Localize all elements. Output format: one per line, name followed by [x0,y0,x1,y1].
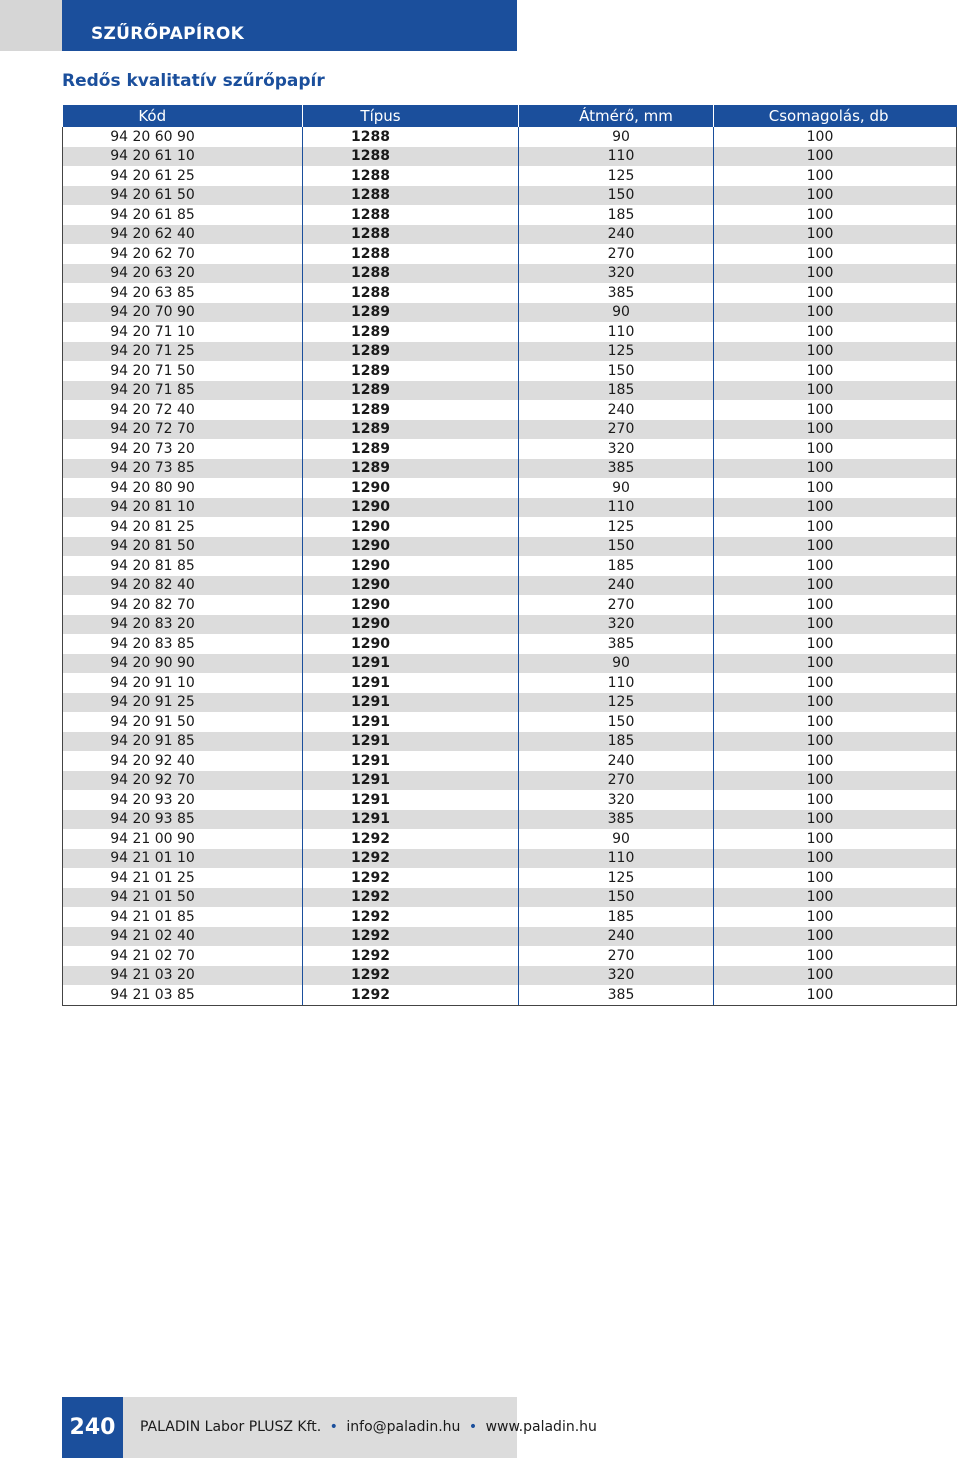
table-row [63,654,957,674]
cell-tipus: 1289 [303,420,519,440]
cell-kod: 94 20 71 10 [63,322,303,342]
cell-csomagolas: 100 [714,732,957,752]
cell-tipus: 1292 [303,849,519,869]
cell-kod: 94 20 81 85 [63,556,303,576]
cell-atmero: 270 [519,244,714,264]
cell-csomagolas: 100 [714,361,957,381]
column-header-kod: Kód [63,105,303,127]
cell-tipus: 1289 [303,342,519,362]
cell-kod: 94 20 61 25 [63,166,303,186]
cell-csomagolas: 100 [714,907,957,927]
cell-tipus: 1291 [303,790,519,810]
footer-separator: • [329,1419,338,1435]
product-table [62,105,957,1006]
cell-kod: 94 20 73 85 [63,459,303,479]
table-row [63,478,957,498]
cell-csomagolas: 100 [714,556,957,576]
table-row [63,244,957,264]
cell-tipus: 1292 [303,946,519,966]
cell-csomagolas: 100 [714,615,957,635]
cell-csomagolas: 100 [714,810,957,830]
cell-tipus: 1289 [303,361,519,381]
cell-csomagolas: 100 [714,225,957,245]
table-row [63,985,957,1005]
cell-atmero: 110 [519,147,714,167]
cell-atmero: 185 [519,907,714,927]
cell-atmero: 125 [519,693,714,713]
cell-tipus: 1290 [303,634,519,654]
cell-kod: 94 20 91 25 [63,693,303,713]
cell-tipus: 1291 [303,673,519,693]
cell-kod: 94 21 01 50 [63,888,303,908]
cell-atmero: 385 [519,985,714,1005]
table-row [63,712,957,732]
cell-tipus: 1291 [303,732,519,752]
cell-csomagolas: 100 [714,634,957,654]
cell-csomagolas: 100 [714,790,957,810]
cell-atmero: 110 [519,849,714,869]
cell-csomagolas: 100 [714,459,957,479]
table-row [63,186,957,206]
cell-atmero: 240 [519,927,714,947]
cell-csomagolas: 100 [714,478,957,498]
cell-atmero: 185 [519,732,714,752]
cell-kod: 94 20 93 20 [63,790,303,810]
cell-csomagolas: 100 [714,381,957,401]
cell-atmero: 270 [519,420,714,440]
cell-atmero: 125 [519,517,714,537]
cell-tipus: 1288 [303,127,519,147]
cell-kod: 94 20 81 10 [63,498,303,518]
cell-atmero: 385 [519,283,714,303]
cell-atmero: 270 [519,946,714,966]
table-row [63,303,957,323]
cell-atmero: 185 [519,205,714,225]
cell-kod: 94 20 71 50 [63,361,303,381]
table-header-row [63,105,957,127]
cell-atmero: 185 [519,556,714,576]
cell-tipus: 1291 [303,810,519,830]
cell-tipus: 1288 [303,205,519,225]
table-row [63,147,957,167]
page-category-title: SZŰRŐPAPÍROK [91,24,245,44]
column-header-csomagolas: Csomagolás, db [714,105,957,127]
table-body [63,127,957,1005]
cell-csomagolas: 100 [714,849,957,869]
cell-kod: 94 20 80 90 [63,478,303,498]
table-row [63,517,957,537]
cell-atmero: 90 [519,127,714,147]
cell-atmero: 185 [519,381,714,401]
header-gray-block [0,0,62,51]
cell-tipus: 1289 [303,303,519,323]
column-header-atmero: Átmérő, mm [519,105,714,127]
footer-company: PALADIN Labor PLUSZ Kft. [140,1419,322,1435]
cell-csomagolas: 100 [714,205,957,225]
table-row [63,439,957,459]
cell-atmero: 320 [519,615,714,635]
cell-tipus: 1288 [303,166,519,186]
cell-kod: 94 21 01 10 [63,849,303,869]
footer-email: info@paladin.hu [346,1419,461,1435]
table-row [63,576,957,596]
cell-csomagolas: 100 [714,985,957,1005]
cell-csomagolas: 100 [714,322,957,342]
cell-csomagolas: 100 [714,712,957,732]
cell-tipus: 1291 [303,654,519,674]
table-row [63,322,957,342]
cell-csomagolas: 100 [714,420,957,440]
cell-csomagolas: 100 [714,829,957,849]
table-row [63,751,957,771]
table-row [63,381,957,401]
table-row [63,966,957,986]
table-row [63,556,957,576]
cell-atmero: 110 [519,673,714,693]
cell-kod: 94 20 81 25 [63,517,303,537]
cell-csomagolas: 100 [714,693,957,713]
cell-kod: 94 20 92 40 [63,751,303,771]
table-row [63,459,957,479]
cell-tipus: 1289 [303,322,519,342]
cell-tipus: 1291 [303,693,519,713]
table-row [63,283,957,303]
table-row [63,927,957,947]
cell-atmero: 240 [519,576,714,596]
cell-atmero: 125 [519,868,714,888]
cell-atmero: 150 [519,537,714,557]
cell-kod: 94 21 02 40 [63,927,303,947]
cell-csomagolas: 100 [714,147,957,167]
cell-csomagolas: 100 [714,771,957,791]
cell-kod: 94 20 61 85 [63,205,303,225]
cell-atmero: 90 [519,654,714,674]
cell-kod: 94 20 62 70 [63,244,303,264]
cell-kod: 94 21 00 90 [63,829,303,849]
cell-kod: 94 20 72 40 [63,400,303,420]
cell-atmero: 240 [519,751,714,771]
cell-csomagolas: 100 [714,303,957,323]
cell-tipus: 1290 [303,537,519,557]
cell-csomagolas: 100 [714,342,957,362]
cell-kod: 94 20 91 85 [63,732,303,752]
cell-kod: 94 21 03 85 [63,985,303,1005]
cell-csomagolas: 100 [714,868,957,888]
cell-csomagolas: 100 [714,751,957,771]
cell-atmero: 150 [519,712,714,732]
cell-atmero: 90 [519,303,714,323]
cell-atmero: 320 [519,439,714,459]
cell-atmero: 320 [519,264,714,284]
cell-tipus: 1288 [303,244,519,264]
footer-separator: • [468,1419,478,1435]
table-row [63,634,957,654]
table-row [63,264,957,284]
cell-kod: 94 20 63 85 [63,283,303,303]
cell-csomagolas: 100 [714,127,957,147]
table-row [63,946,957,966]
cell-tipus: 1292 [303,966,519,986]
cell-tipus: 1292 [303,829,519,849]
table-row [63,693,957,713]
cell-tipus: 1290 [303,556,519,576]
cell-atmero: 110 [519,322,714,342]
table-row [63,127,957,147]
cell-atmero: 270 [519,771,714,791]
footer-contact [140,1419,597,1435]
cell-tipus: 1291 [303,751,519,771]
table-row [63,615,957,635]
section-title: Redős kvalitatív szűrőpapír [62,71,325,91]
cell-csomagolas: 100 [714,166,957,186]
cell-kod: 94 20 93 85 [63,810,303,830]
cell-tipus: 1290 [303,595,519,615]
cell-atmero: 90 [519,478,714,498]
cell-csomagolas: 100 [714,186,957,206]
cell-kod: 94 20 92 70 [63,771,303,791]
cell-kod: 94 20 83 20 [63,615,303,635]
cell-kod: 94 20 63 20 [63,264,303,284]
table-row [63,810,957,830]
cell-kod: 94 20 82 40 [63,576,303,596]
cell-tipus: 1290 [303,615,519,635]
cell-kod: 94 20 70 90 [63,303,303,323]
cell-tipus: 1292 [303,927,519,947]
cell-tipus: 1292 [303,985,519,1005]
cell-csomagolas: 100 [714,888,957,908]
table-row [63,205,957,225]
table-row [63,595,957,615]
cell-atmero: 125 [519,342,714,362]
cell-atmero: 125 [519,166,714,186]
cell-tipus: 1292 [303,907,519,927]
cell-csomagolas: 100 [714,244,957,264]
table-row [63,225,957,245]
cell-kod: 94 21 03 20 [63,966,303,986]
cell-tipus: 1288 [303,186,519,206]
cell-kod: 94 20 73 20 [63,439,303,459]
cell-kod: 94 20 91 10 [63,673,303,693]
cell-atmero: 150 [519,888,714,908]
cell-csomagolas: 100 [714,439,957,459]
cell-csomagolas: 100 [714,927,957,947]
cell-tipus: 1288 [303,147,519,167]
cell-tipus: 1290 [303,478,519,498]
cell-kod: 94 20 91 50 [63,712,303,732]
cell-tipus: 1288 [303,225,519,245]
footer-website: www.paladin.hu [485,1419,597,1435]
cell-tipus: 1291 [303,712,519,732]
cell-csomagolas: 100 [714,537,957,557]
table-row [63,673,957,693]
cell-atmero: 270 [519,595,714,615]
table-row [63,829,957,849]
table-row [63,166,957,186]
cell-kod: 94 20 61 10 [63,147,303,167]
cell-csomagolas: 100 [714,673,957,693]
column-header-tipus: Típus [303,105,519,127]
cell-tipus: 1289 [303,381,519,401]
cell-tipus: 1289 [303,459,519,479]
table-row [63,361,957,381]
cell-kod: 94 20 62 40 [63,225,303,245]
cell-atmero: 385 [519,459,714,479]
cell-kod: 94 20 81 50 [63,537,303,557]
cell-atmero: 320 [519,790,714,810]
cell-atmero: 240 [519,400,714,420]
cell-csomagolas: 100 [714,264,957,284]
cell-kod: 94 21 01 85 [63,907,303,927]
cell-csomagolas: 100 [714,946,957,966]
cell-csomagolas: 100 [714,595,957,615]
cell-csomagolas: 100 [714,283,957,303]
table-row [63,420,957,440]
table-row [63,498,957,518]
cell-tipus: 1290 [303,576,519,596]
cell-kod: 94 20 72 70 [63,420,303,440]
cell-atmero: 385 [519,634,714,654]
table-row [63,771,957,791]
cell-kod: 94 20 60 90 [63,127,303,147]
page-number: 240 [62,1397,123,1458]
table-row [63,790,957,810]
table-row [63,907,957,927]
cell-tipus: 1290 [303,517,519,537]
cell-tipus: 1289 [303,439,519,459]
table-row [63,342,957,362]
table-row [63,732,957,752]
cell-tipus: 1288 [303,264,519,284]
cell-tipus: 1289 [303,400,519,420]
table-row [63,888,957,908]
cell-tipus: 1290 [303,498,519,518]
cell-kod: 94 21 01 25 [63,868,303,888]
cell-csomagolas: 100 [714,654,957,674]
cell-tipus: 1288 [303,283,519,303]
cell-csomagolas: 100 [714,498,957,518]
cell-atmero: 90 [519,829,714,849]
cell-kod: 94 20 61 50 [63,186,303,206]
cell-atmero: 150 [519,361,714,381]
cell-tipus: 1291 [303,771,519,791]
cell-csomagolas: 100 [714,400,957,420]
cell-tipus: 1292 [303,868,519,888]
cell-kod: 94 21 02 70 [63,946,303,966]
cell-kod: 94 20 71 85 [63,381,303,401]
table-row [63,868,957,888]
table-row [63,849,957,869]
cell-csomagolas: 100 [714,576,957,596]
cell-tipus: 1292 [303,888,519,908]
cell-atmero: 385 [519,810,714,830]
cell-csomagolas: 100 [714,517,957,537]
table-row [63,400,957,420]
cell-atmero: 110 [519,498,714,518]
cell-kod: 94 20 83 85 [63,634,303,654]
table-row [63,537,957,557]
cell-kod: 94 20 71 25 [63,342,303,362]
cell-kod: 94 20 90 90 [63,654,303,674]
cell-atmero: 320 [519,966,714,986]
cell-atmero: 240 [519,225,714,245]
cell-csomagolas: 100 [714,966,957,986]
cell-kod: 94 20 82 70 [63,595,303,615]
cell-atmero: 150 [519,186,714,206]
